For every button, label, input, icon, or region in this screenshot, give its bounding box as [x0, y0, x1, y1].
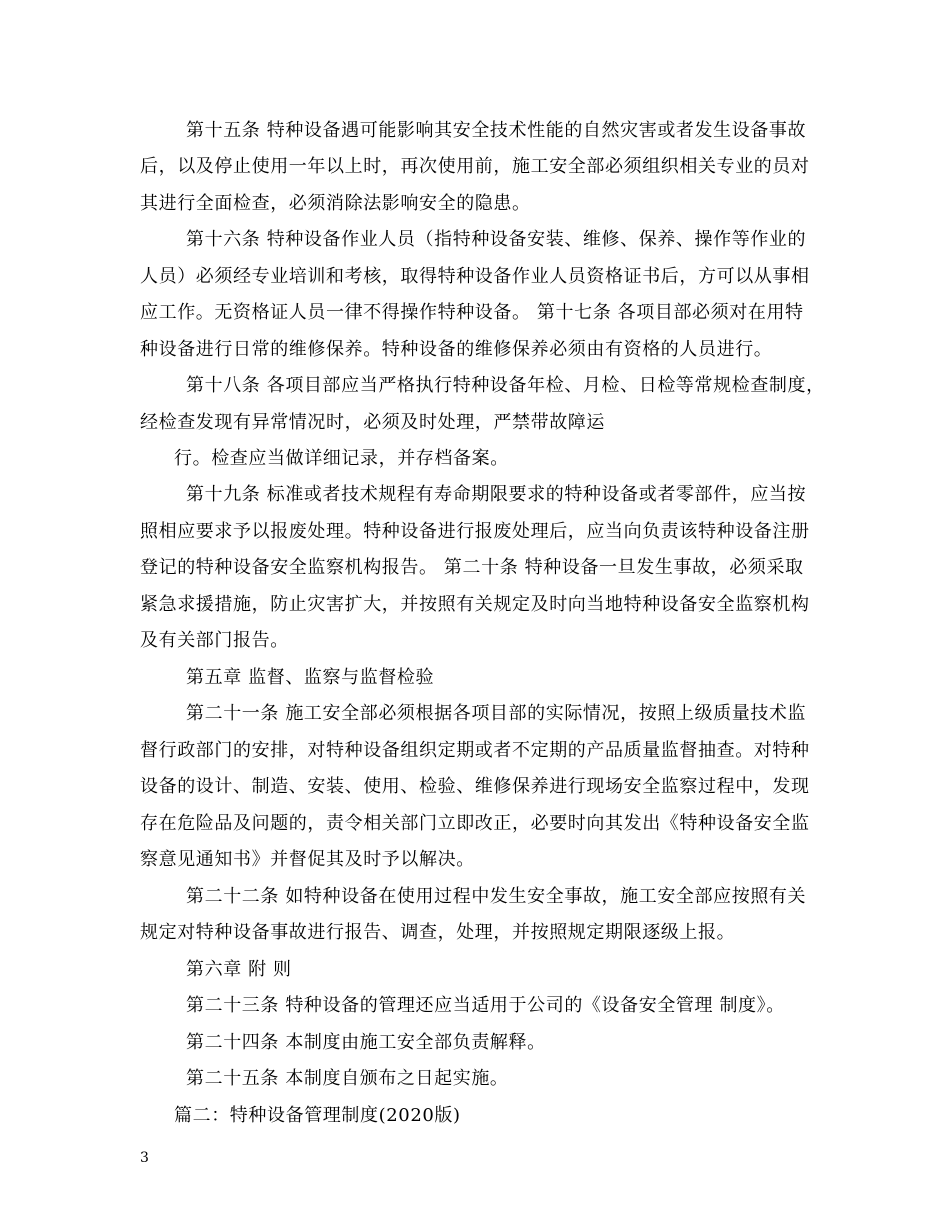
text-line: 规定对特种设备事故进行报告、调查，处理，并按照规定期限逐级上报。	[140, 922, 736, 943]
text-line: 登记的特种设备安全监察机构报告。 第二十条 特种设备一旦发生事故，必须采取	[140, 557, 804, 578]
text-line: 及有关部门报告。	[140, 630, 289, 651]
text-line: 第二十五条 本制度自颁布之日起实施。	[186, 1068, 509, 1089]
section-heading: 篇二：特种设备管理制度(2020版)	[174, 1105, 461, 1126]
text-line: 应工作。无资格证人员一律不得操作特种设备。 第十七条 各项目部必须对在用特	[140, 302, 804, 323]
text-line: 种设备进行日常的维修保养。特种设备的维修保养必须由有资格的人员进行。	[140, 339, 773, 360]
text-line: 第十六条 特种设备作业人员（指特种设备安装、维修、保养、操作等作业的	[186, 229, 807, 250]
text-line: 督行政部门的安排，对特种设备组织定期或者不定期的产品质量监督抽查。对特种	[140, 740, 810, 761]
text-line: 设备的设计、制造、安装、使用、检验、维修保养进行现场安全监察过程中，发现	[140, 776, 810, 797]
page-number: 3	[140, 1150, 149, 1166]
text-line: 行。检查应当做详细记录，并存档备案。	[174, 448, 509, 469]
text-line: 紧急求援措施，防止灾害扩大，并按照有关规定及时向当地特种设备安全监察机构	[140, 594, 810, 615]
text-line: 第二十二条 如特种设备在使用过程中发生安全事故，施工安全部应按照有关	[186, 886, 807, 907]
text-line: 第十九条 标准或者技术规程有寿命期限要求的特种设备或者零部件，应当按	[186, 484, 807, 505]
text-line: 第二十一条 施工安全部必须根据各项目部的实际情况，按照上级质量技术监	[186, 703, 807, 724]
text-line: 第二十四条 本制度由施工安全部负责解释。	[186, 1032, 546, 1053]
text-line: 其进行全面检查，必须消除法影响安全的隐患。	[140, 193, 531, 214]
text-line: 人员）必须经专业培训和考核，取得特种设备作业人员资格证书后，方可以从事相	[140, 266, 810, 287]
text-line: 第十五条 特种设备遇可能影响其安全技术性能的自然灾害或者发生设备事故	[186, 120, 807, 141]
text-line: 后，以及停止使用一年以上时，再次使用前，施工安全部必须组织相关专业的员对	[140, 156, 810, 177]
text-line: 察意见通知书》并督促其及时予以解决。	[140, 849, 475, 870]
chapter-heading: 第六章 附 则	[186, 959, 292, 980]
text-line: 第十八条 各项目部应当严格执行特种设备年检、月检、日检等常规检查制度，	[186, 375, 825, 396]
text-line: 照相应要求予以报废处理。特种设备进行报废处理后，应当向负责该特种设备注册	[140, 521, 810, 542]
chapter-heading: 第五章 监督、监察与监督检验	[186, 667, 435, 688]
text-line: 存在危险品及问题的，责令相关部门立即改正，必要时向其发出《特种设备安全监	[140, 813, 810, 834]
text-line: 经检查发现有异常情况时，必须及时处理，严禁带故障运	[140, 412, 605, 433]
text-line: 第二十三条 特种设备的管理还应当适用于公司的《设备安全管理 制度》。	[186, 995, 785, 1016]
